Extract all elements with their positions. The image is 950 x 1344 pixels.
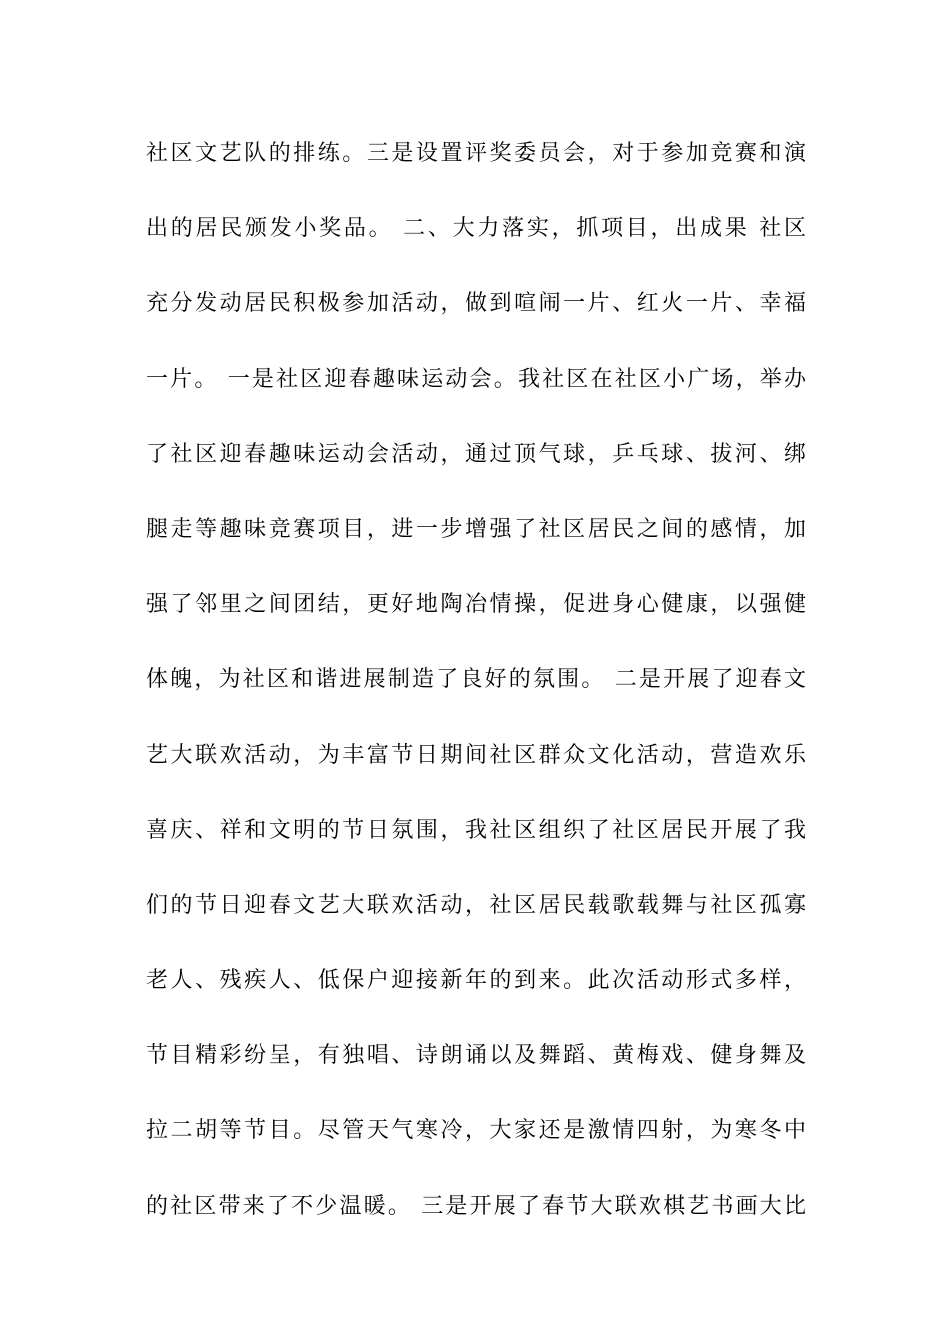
- text-line: 社区文艺队的排练。三是设置评奖委员会，对于参加竞赛和演: [146, 141, 806, 166]
- text-line: 强了邻里之间团结，更好地陶冶情操，促进身心健康，以强健: [146, 592, 806, 618]
- text-line: 拉二胡等节目。尽管天气寒冷，大家还是激情四射，为寒冬中: [146, 1118, 806, 1144]
- text-line: 喜庆、祥和文明的节日氛围，我社区组织了社区居民开展了我: [146, 817, 806, 843]
- text-line: 一片。 一是社区迎春趣味运动会。我社区在社区小广场，举办: [146, 366, 806, 392]
- text-line: 们的节日迎春文艺大联欢活动，社区居民载歌载舞与社区孤寡: [146, 892, 806, 918]
- text-line: 充分发动居民积极参加活动，做到喧闹一片、红火一片、幸福: [146, 291, 806, 317]
- text-line: 了社区迎春趣味运动会活动，通过顶气球，乒乓球、拔河、绑: [146, 441, 806, 467]
- text-line: 的社区带来了不少温暖。 三是开展了春节大联欢棋艺书画大比: [146, 1193, 806, 1219]
- text-line: 体魄，为社区和谐进展制造了良好的氛围。 二是开展了迎春文: [146, 667, 806, 693]
- text-line: 艺大联欢活动，为丰富节日期间社区群众文化活动，营造欢乐: [146, 742, 806, 768]
- text-line: 出的居民颁发小奖品。 二、大力落实，抓项目，出成果 社区: [146, 216, 806, 242]
- body-text: [146, 131, 806, 1259]
- text-line: 腿走等趣味竞赛项目，进一步增强了社区居民之间的感情，加: [146, 516, 806, 542]
- text-line: 老人、残疾人、低保户迎接新年的到来。此次活动形式多样，: [146, 968, 806, 994]
- text-line: 节目精彩纷呈，有独唱、诗朗诵以及舞蹈、黄梅戏、健身舞及: [146, 1043, 806, 1069]
